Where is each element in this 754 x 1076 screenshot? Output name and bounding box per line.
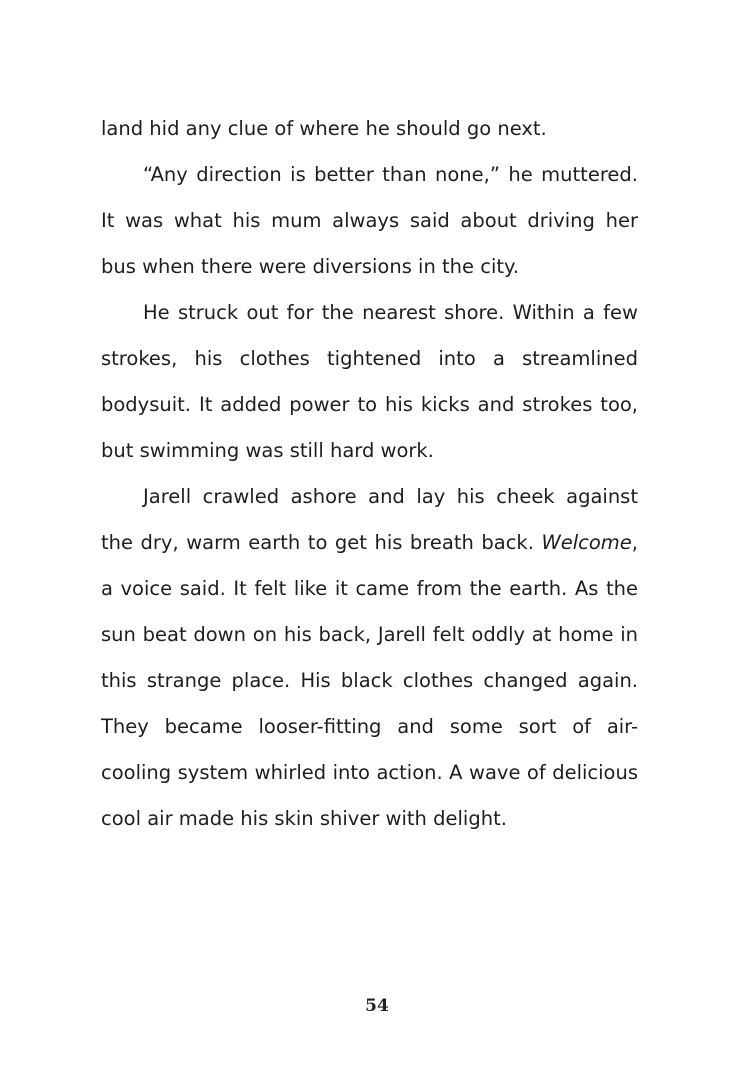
page-number: 54 [365,996,389,1016]
italic-welcome: Welcome [541,531,632,554]
paragraph-swim: He struck out for the nearest shore. Within a few strokes, his clothes tightened into a streamlined bodysuit. It added power to his kicks and strokes too, but swimming was still hard work. [101,301,638,462]
paragraph-ashore-part-1: Jarell crawled ashore and lay his cheek against the dry, warm earth to get his breath back. [101,485,638,554]
paragraph-ashore [101,474,638,842]
paragraph-continuation: land hid any clue of where he should go next. [101,117,547,140]
paragraph-dialogue: “Any direction is better than none,” he muttered. It was what his mum always said about driving her bus when there were diversions in the city. [101,163,638,278]
body-text [101,106,638,842]
paragraph-ashore-part-2: , a voice said. It felt like it came from the earth. As the sun beat down on his back, Jarell felt oddly at home in this strange place. His black clothes changed again. They became looser-fitting and some sort of air-cooling system whirled into action. A wave of delicious cool air made his skin shiver with delight. [101,531,638,830]
